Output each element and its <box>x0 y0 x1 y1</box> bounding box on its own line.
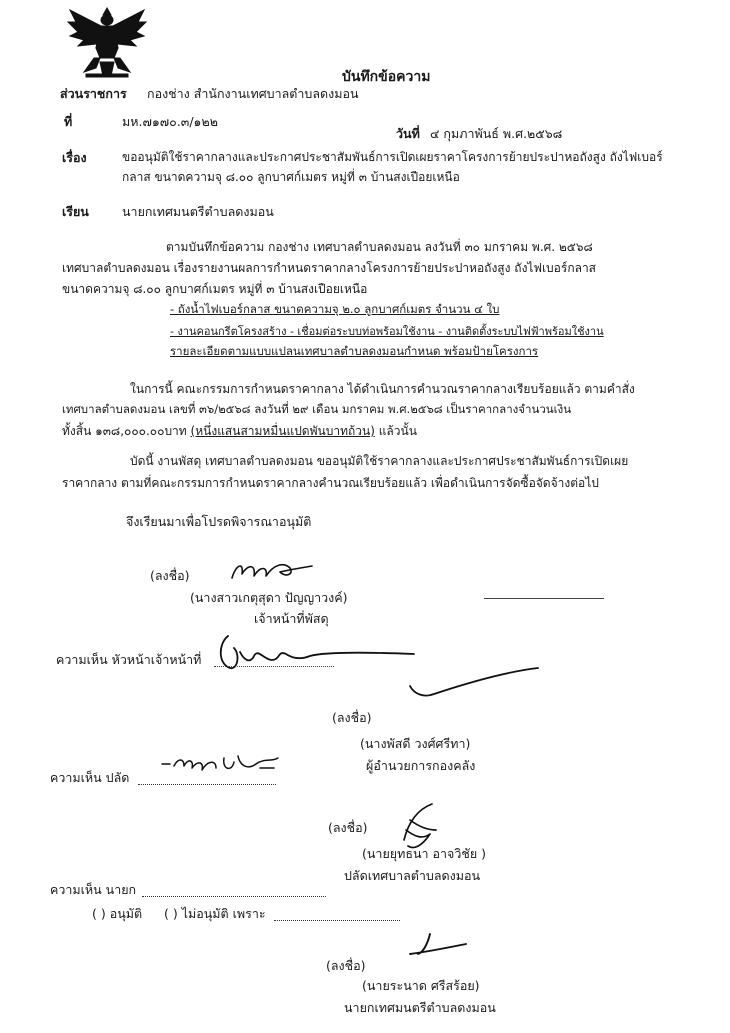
subject-label: เรื่อง <box>62 150 87 165</box>
blank-line <box>484 598 604 599</box>
subject-line-1: ขออนุมัติใช้ราคากลางและประกาศประชาสัมพันธ์การเปิดเผยราคาโครงการย้ายประปาหอถังสูง ถังไฟเบอร์ <box>122 150 663 164</box>
mayor-sign-label: (ลงชื่อ) <box>326 958 366 973</box>
finance-director-name: (นางพัสดี วงศ์ศรีทา) <box>360 736 471 751</box>
paragraph-2-line-2: เทศบาลตำบลดงมอน เลขที่ ๓๖/๒๕๖๘ ลงวันที่ ๒๙ เดือน มกราคม พ.ศ.๒๕๖๘ เป็นราคากลางจำนวนเงิน <box>62 402 572 416</box>
paragraph-1-line-2: เทศบาลตำบลดงมอน เรื่องรายงานผลการกำหนดราคากลางโครงการย้ายประปาหอถังสูง ถังไฟเบอร์กลาส <box>62 261 597 275</box>
paragraph-3-line-1: บัดนี้ งานพัสดุ เทศบาลตำบลดงมอน ขออนุมัติใช้ราคากลางและประกาศประชาสัมพันธ์การเปิดเผย <box>130 454 629 468</box>
total-amount: ทั้งสิ้น ๑๓๘,๐๐๐.๐๐บาท <box>62 424 187 438</box>
ref-number: มห.๗๑๗๐.๓/๑๒๒ <box>122 114 218 129</box>
scope-item-2: - งานคอนกรีตโครงสร้าง - เชื่อมต่อระบบท่อพร้อมใช้งาน - งานติดตั้งระบบไฟฟ้าพร้อมใช้งาน <box>170 325 604 338</box>
approve-checkbox[interactable]: ( ) อนุมัติ <box>92 906 143 921</box>
mayor-position: นายกเทศมนตรีตำบลดงมอน <box>344 1000 496 1015</box>
date-label: วันที่ <box>396 126 420 141</box>
agency-label: ส่วนราชการ <box>60 86 127 101</box>
closing-request: จึงเรียนมาเพื่อโปรดพิจารณาอนุมัติ <box>126 514 312 529</box>
deputy-position: ปลัดเทศบาลตำบลดงมอน <box>344 868 481 883</box>
garuda-emblem-icon <box>66 4 148 80</box>
reject-checkbox[interactable]: ( ) ไม่อนุมัติ เพราะ <box>164 906 266 921</box>
paragraph-2-line-3 <box>62 422 417 441</box>
reject-reason-line <box>274 920 400 921</box>
scope-item-1: - ถังน้ำไฟเบอร์กลาส ขนาดความจุ ๒.๐ ลูกบาศก์เมตร จำนวน ๔ ใบ <box>170 302 500 316</box>
mayor-signature <box>406 930 470 960</box>
officer-name: (นางสาวเกตุสุดา ปัญญาวงค์) <box>190 590 348 605</box>
agency-value: กองช่าง สำนักงานเทศบาลตำบลดงมอน <box>147 86 359 101</box>
date-value: ๔ กุมภาพันธ์ พ.ศ.๒๕๖๘ <box>430 126 563 141</box>
paragraph-2-line-1: ในการนี้ คณะกรรมการกำหนดราคากลาง ได้ดำเนินการคำนวณราคากลางเรียบร้อยแล้ว ตามคำสั่ง <box>130 382 635 396</box>
deputy-opinion-line <box>138 784 276 785</box>
head-officer-signature <box>214 630 424 674</box>
finance-director-position: ผู้อำนวยการกองคลัง <box>366 758 476 773</box>
mayor-name: (นายระนาด ศรีสร้อย) <box>362 978 480 993</box>
head-officer-opinion-label: ความเห็น หัวหน้าเจ้าหน้าที่ <box>56 652 202 667</box>
finance-director-signature <box>404 664 544 704</box>
officer-sign-label: (ลงชื่อ) <box>150 568 190 583</box>
mayor-opinion-line <box>142 896 326 897</box>
to-label: เรียน <box>62 204 89 219</box>
deputy-opinion-label: ความเห็น ปลัด <box>50 770 130 785</box>
ref-label: ที่ <box>64 114 73 129</box>
paragraph-1-line-3: ขนาดความจุ ๘.๐๐ ลูกบาศก์เมตร หมู่ที่ ๓ บ้านสงเปือยเหนือ <box>62 282 368 296</box>
deputy-name: (นายยุทธนา อาจวิชัย ) <box>362 846 487 861</box>
subject-line-2: กลาส ขนาดความจุ ๘.๐๐ ลูกบาศก์เมตร หมู่ที่ ๓ บ้านสงเปือยเหนือ <box>122 170 460 184</box>
deputy-opinion-handwriting <box>160 750 310 780</box>
head-officer-opinion-line <box>214 666 334 667</box>
officer-position: เจ้าหน้าที่พัสดุ <box>254 611 329 626</box>
paragraph-1-line-1: ตามบันทึกข้อความ กองช่าง เทศบาลตำบลดงมอน ลงวันที่ ๓๐ มกราคม พ.ศ. ๒๕๖๘ <box>166 240 593 254</box>
scope-item-3: รายละเอียดตามแบบแปลนเทศบาลตำบลดงมอนกำหนด พร้อมป้ายโครงการ <box>170 344 539 358</box>
to-value: นายกเทศมนตรีตำบลดงมอน <box>122 204 274 219</box>
mayor-opinion-label: ความเห็น นายก <box>50 882 137 897</box>
finance-sign-label: (ลงชื่อ) <box>332 710 372 725</box>
total-amount-words: (หนึ่งแสนสามหมื่นแปดพันบาทถ้วน) <box>190 424 375 438</box>
memo-title: บันทึกข้อความ <box>342 69 431 85</box>
paragraph-3-line-2: ราคากลาง ตามที่คณะกรรมการกำหนดราคากลางคำนวณเรียบร้อยแล้ว เพื่อดำเนินการจัดซื้อจัดจ้างต่อไป <box>62 476 599 490</box>
deputy-sign-label: (ลงชื่อ) <box>328 820 368 835</box>
officer-signature <box>228 558 318 584</box>
paragraph-2-ending: แล้วนั้น <box>374 424 417 438</box>
